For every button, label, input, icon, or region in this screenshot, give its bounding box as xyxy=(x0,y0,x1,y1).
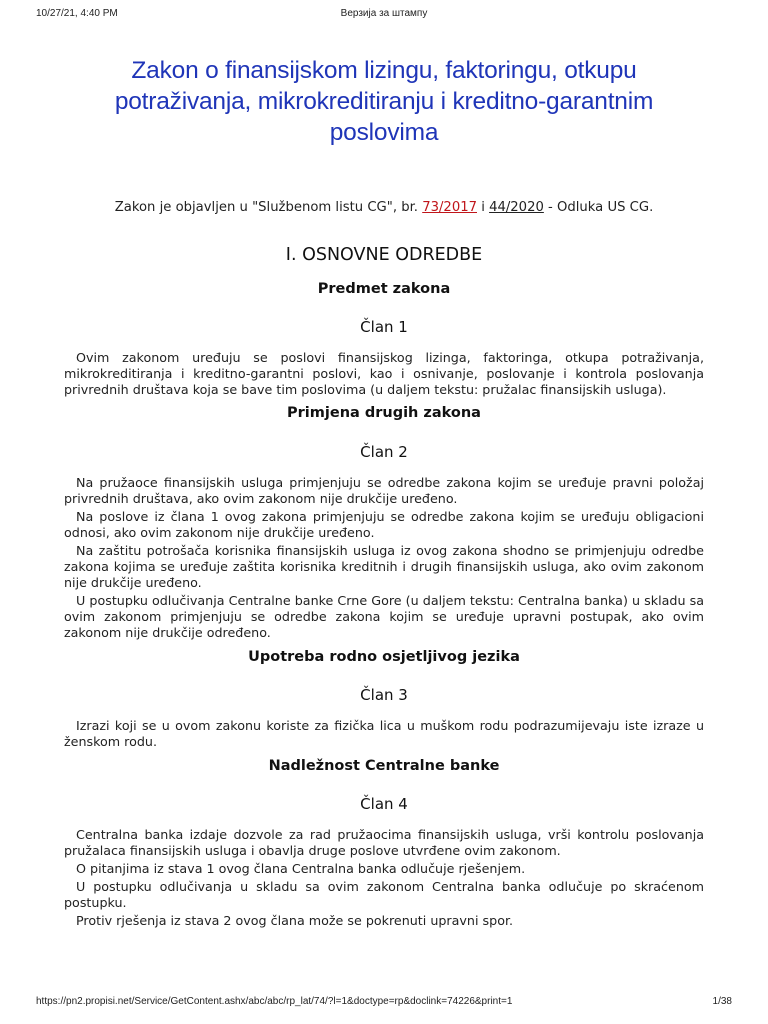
article-paragraph: U postupku odlučivanja Centralne banke Crne Gore (u daljem tekstu: Centralna banka) u skladu sa ovim zakonom primjenjuju se odredbe zakona kojim se uređuje upravni postupak, ako ovim zakonom nije drukčije određeno. xyxy=(64,593,704,640)
section-subject: Nadležnost Centralne banke xyxy=(268,758,500,774)
publication-middle: i xyxy=(477,200,490,215)
article-number: Član 3 xyxy=(360,686,408,704)
gazette-link-44-2020[interactable]: 44/2020 xyxy=(489,200,544,215)
article-paragraph: Izrazi koji se u ovom zakonu koriste za fizička lica u muškom rodu podrazumijevaju iste izraze u ženskom rodu. xyxy=(64,718,704,749)
page-number: 1/38 xyxy=(712,996,732,1007)
print-datetime: 10/27/21, 4:40 PM xyxy=(36,8,118,19)
publication-suffix: - Odluka US CG. xyxy=(543,200,654,215)
chapter-heading: I. OSNOVNE ODREDBE xyxy=(285,245,483,265)
article-number: Član 1 xyxy=(360,318,408,336)
print-footer xyxy=(36,996,732,1012)
section-rodno-osjetljiv-jezik xyxy=(64,649,704,750)
section-nadleznost-centralne-banke xyxy=(64,758,704,929)
section-primjena-drugih-zakona xyxy=(64,405,704,641)
article-paragraph: Na zaštitu potrošača korisnika finansijskih usluga iz ovog zakona shodno se primjenjuju odredbe zakona kojima se uređuje zaštita korisnika kreditnih i drugih finansijskih usluga, ako ovim zakonom nije drukčije uređeno. xyxy=(64,543,704,590)
print-header xyxy=(36,8,732,24)
law-title: Zakon o finansijskom lizingu, faktoringu, otkupu potraživanja, mikrokreditiranju i kreditno-garantnim poslovima xyxy=(114,57,654,146)
article-number: Član 4 xyxy=(360,795,408,813)
section-subject: Primjena drugih zakona xyxy=(287,405,481,421)
article-number: Član 2 xyxy=(360,443,408,461)
section-subject: Upotreba rodno osjetljivog jezika xyxy=(248,649,520,665)
section-predmet-zakona xyxy=(64,281,704,398)
gazette-link-73-2017[interactable]: 73/2017 xyxy=(422,200,477,215)
publication-note xyxy=(64,200,704,215)
document-body xyxy=(64,55,704,929)
article-paragraph: Protiv rješenja iz stava 2 ovog člana može se pokrenuti upravni spor. xyxy=(76,913,514,928)
article-paragraph: Centralna banka izdaje dozvole za rad pružaocima finansijskih usluga, vrši kontrolu poslovanja pružalaca finansijskih usluga i obavlja druge poslove utvrđene ovim zakonom. xyxy=(64,827,704,858)
article-paragraph: Na poslove iz člana 1 ovog zakona primjenjuju se odredbe zakona kojim se uređuju obligacioni odnosi, ako ovim zakonom nije drukčije uređeno. xyxy=(64,509,704,540)
article-paragraph: O pitanjima iz stava 1 ovog člana Centralna banka odlučuje rješenjem. xyxy=(76,861,526,876)
publication-prefix: Zakon je objavljen u "Službenom listu CG", br. xyxy=(114,200,423,215)
article-paragraph: U postupku odlučivanja u skladu sa ovim zakonom Centralna banka odlučuje po skraćenom postupku. xyxy=(64,879,704,910)
source-url: https://pn2.propisi.net/Service/GetContent.ashx/abc/abc/rp_lat/74/?l=1&doctype=rp&doclink=74226&print=1 xyxy=(36,996,513,1007)
article-paragraph: Na pružaoce finansijskih usluga primjenjuju se odredbe zakona kojim se uređuje pravni položaj privrednih društava, ako ovim zakonom nije drukčije uređeno. xyxy=(64,475,704,506)
section-subject: Predmet zakona xyxy=(317,281,451,297)
print-version-title: Верзија за штампу xyxy=(340,8,428,19)
article-paragraph: Ovim zakonom uređuju se poslovi finansijskog lizinga, faktoringa, otkupa potraživanja, mikrokreditiranja i kreditno-garantni poslovi, kao i osnivanje, poslovanje i kontrola poslovanja privrednih društava koja se bave tim poslovima (u daljem tekstu: pružalac finansijskih usluga). xyxy=(64,350,704,397)
